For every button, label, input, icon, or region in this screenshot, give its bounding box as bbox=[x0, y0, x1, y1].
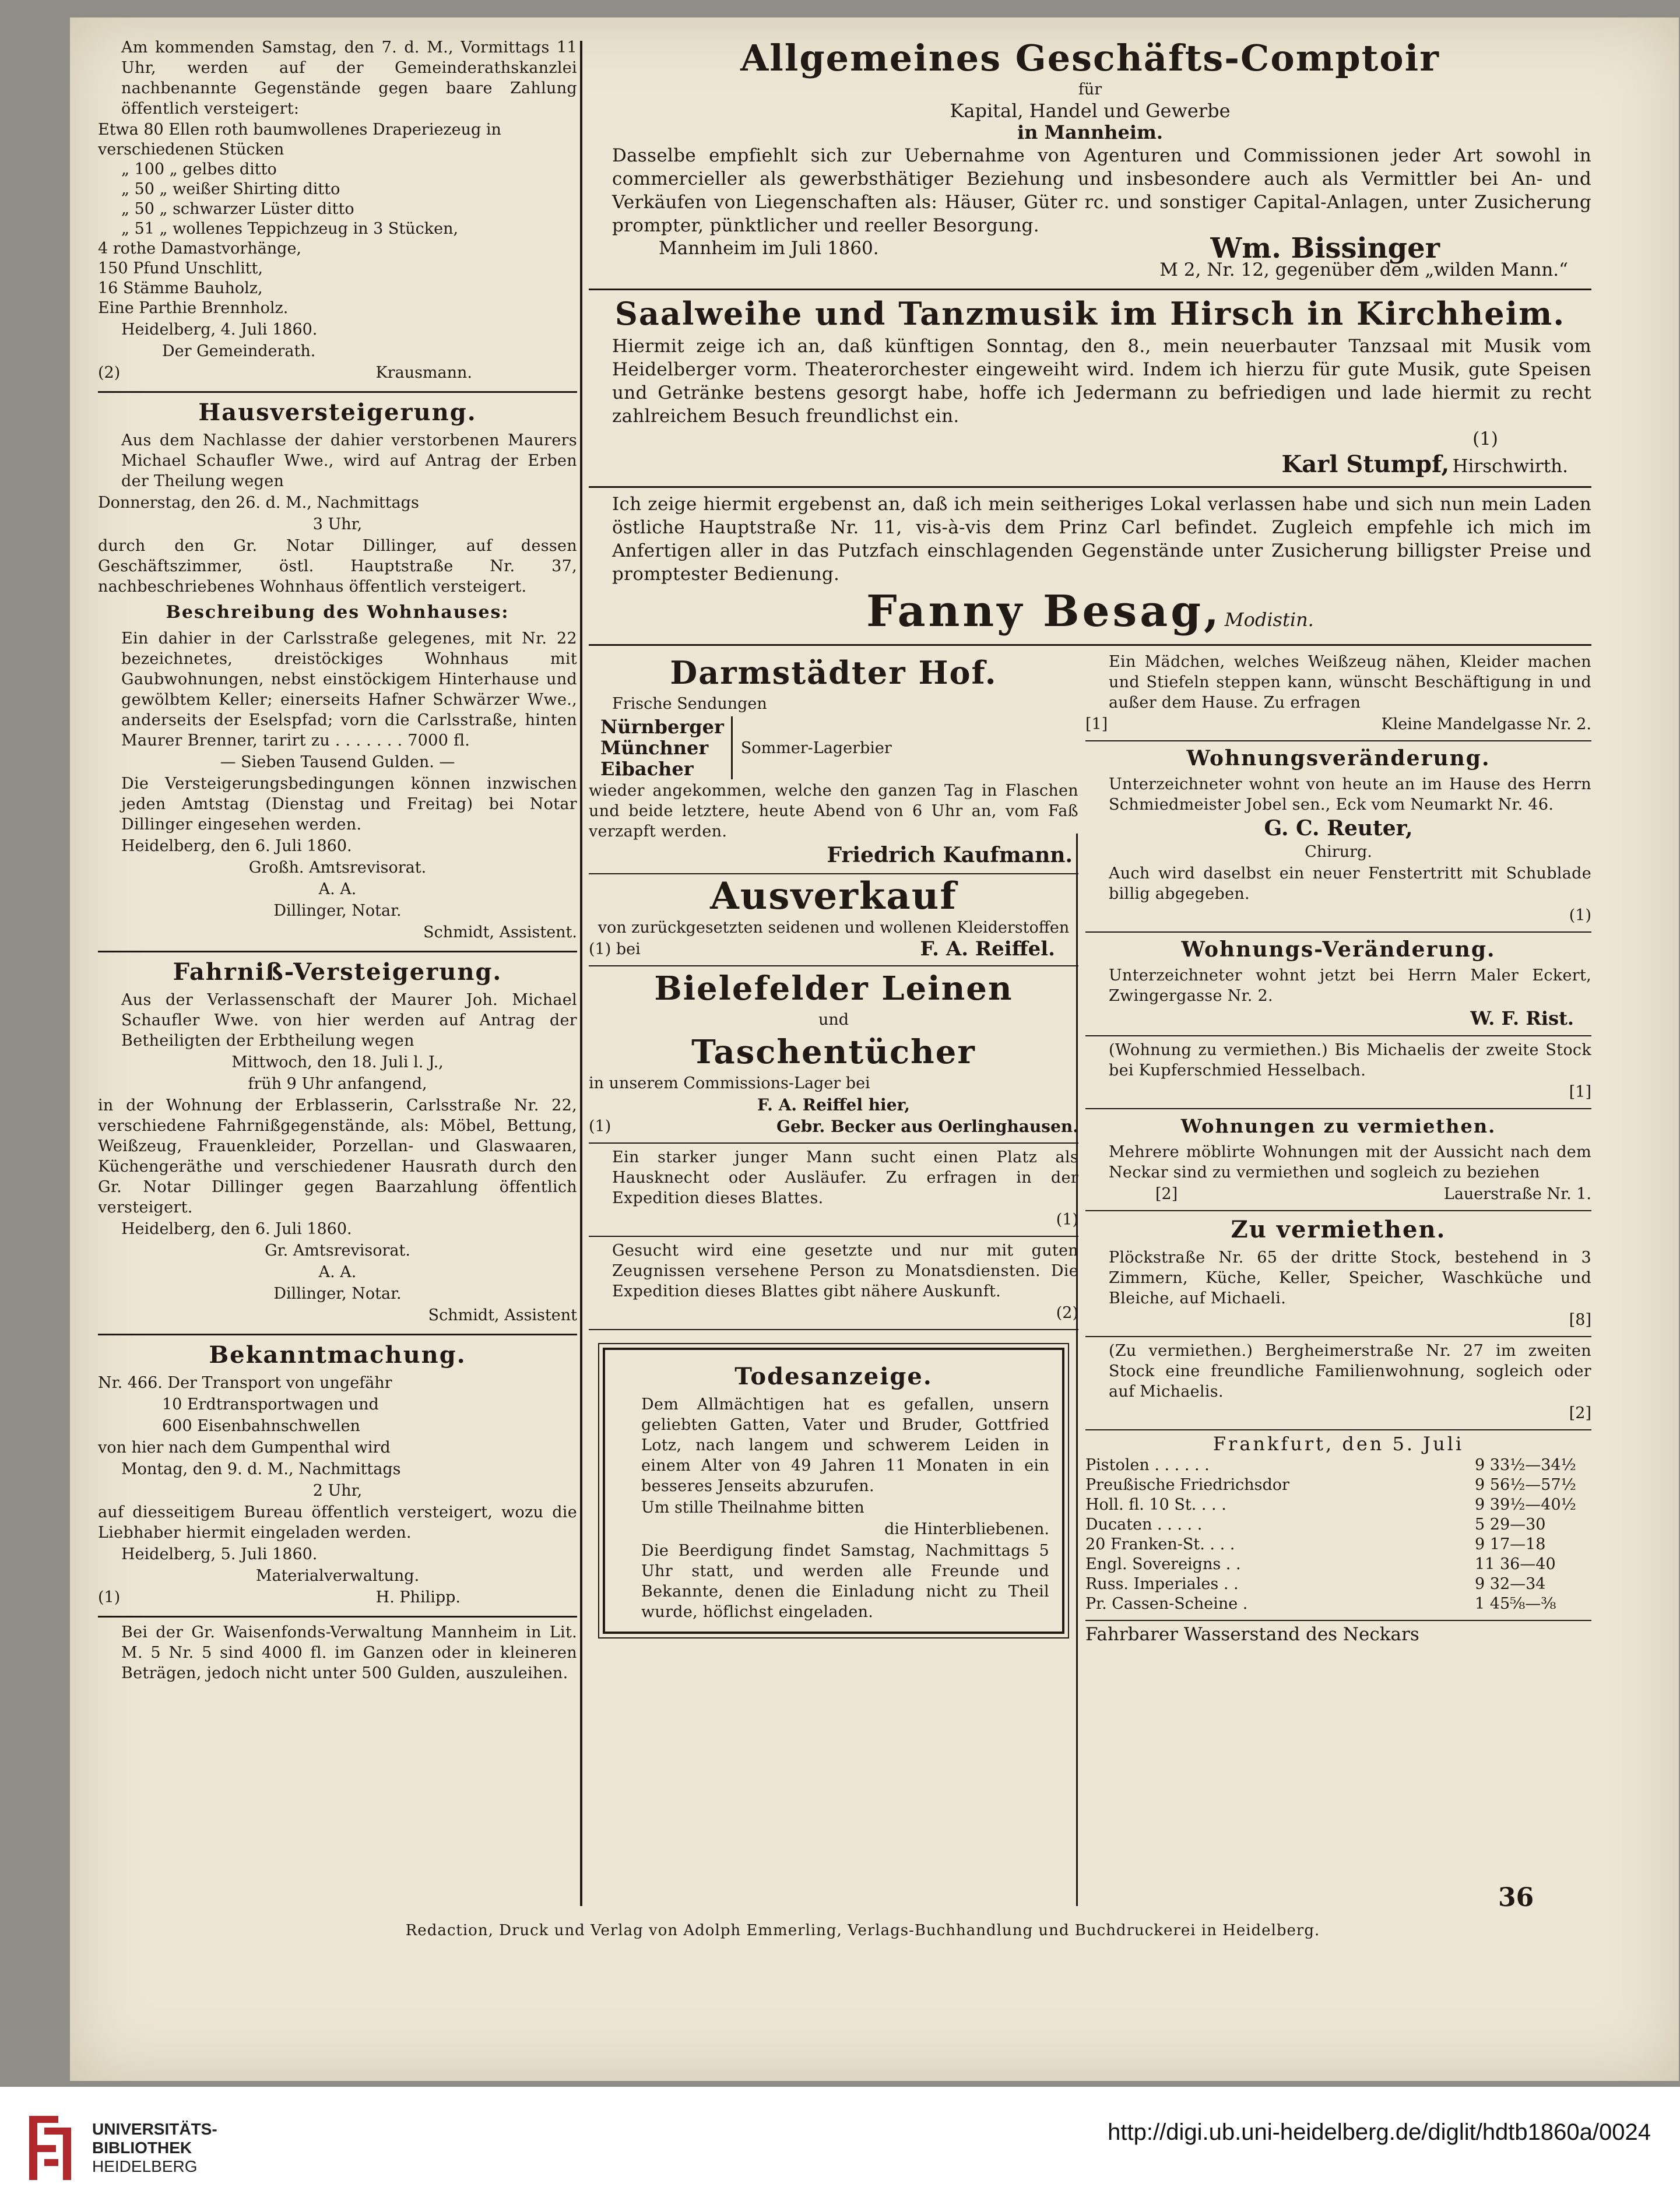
exchange-value: 9 39½—40½ bbox=[1475, 1496, 1576, 1514]
comptoir-sub: Kapital, Handel und Gewerbe bbox=[950, 100, 1231, 122]
girl-ad bbox=[1085, 652, 1591, 734]
linen-title-2: Taschentücher bbox=[691, 1033, 976, 1071]
hirsch-body: Hiermit zeige ich an, daß künftigen Sonntag, den 8., mein neuerbauter Tanzsaal mit Musik vom Heidelberger vorm. Theaterorchester eingeweiht wird. Indem ich hierzu für gute Musik, gute Speisen und Getränke bestens gesorgt habe, hoffe ich Jedermann zu befriedigen und lade hiermit zu recht zahlreichem Besuch freundlichst ein. bbox=[612, 336, 1591, 427]
water-level-label: Fahrbarer Wasserstand des Neckars bbox=[1085, 1624, 1419, 1645]
darmstadt-body: wieder angekommen, welche den ganzen Tag in Flaschen und beide letztere, heute Abend von 6 Uhr an, vom Faß verzapft werden. bbox=[589, 782, 1078, 841]
move-ad-2 bbox=[1085, 936, 1591, 1029]
hirsch-signer: Karl Stumpf, bbox=[1281, 451, 1450, 478]
notice-date: Heidelberg, 5. Juli 1860. bbox=[121, 1545, 318, 1563]
movables-body: in der Wohnung der Erblasserin, Carlsstraße Nr. 22, verschiedene Fahrnißgegenstände, als: Möbel, Bettung, Weißzeug, Frauenkleider, Porzellan- und Glaswaaren, Küchengeräthe und verschiedener Hausrath durch den Gr. Notar Dillinger gegen Baarzahlung öffentlich versteigert. bbox=[98, 1096, 577, 1216]
logo-line: HEIDELBERG bbox=[92, 2157, 198, 2175]
beer-name: Eibacher bbox=[600, 758, 694, 780]
rent-text-4: (Zu vermiethen.) Bergheimerstraße Nr. 27 im zweiten Stock eine freundliche Familienwohnung, sogleich oder auf Michaelis. bbox=[1109, 1342, 1591, 1401]
move-mark-1: (1) bbox=[1569, 906, 1591, 924]
auction-notice bbox=[98, 37, 577, 383]
move-role-1: Chirurg. bbox=[1305, 843, 1372, 861]
rent-mark-2: [2] bbox=[1155, 1185, 1178, 1203]
orphan-fund-notice: Bei der Gr. Waisenfonds-Verwaltung Mannheim in Lit. M. 5 Nr. 5 sind 4000 fl. im Ganzen oder in kleineren Beträgen, jedoch nicht unter 500 Gulden, auszuleihen. bbox=[121, 1623, 577, 1682]
exchange-table bbox=[1085, 1455, 1591, 1614]
house-auction-intro: Aus dem Nachlasse der dahier verstorbenen Maurers Michael Schaufler Wwe., wird auf Antrag der Erben der Theilung wegen bbox=[121, 431, 577, 490]
darmstadt-signer: Friedrich Kaufmann. bbox=[827, 843, 1073, 867]
ausverkauf-body: von zurückgesetzten seidenen und wollenen Kleiderstoffen bbox=[598, 919, 1070, 937]
right-column bbox=[1085, 651, 1591, 1646]
house-description-title: Beschreibung des Wohnhauses: bbox=[166, 602, 509, 623]
rent-address-2: Lauerstraße Nr. 1. bbox=[1443, 1185, 1591, 1203]
notice-line: 600 Eisenbahnschwellen bbox=[162, 1417, 360, 1435]
move-title-2: Wohnungs-Veränderung. bbox=[1181, 937, 1496, 962]
comptoir-address: M 2, Nr. 12, gegenüber dem „wilden Mann.“ bbox=[1159, 259, 1568, 280]
comptoir-sub: in Mannheim. bbox=[1017, 121, 1164, 143]
right-area bbox=[589, 36, 1591, 1919]
comptoir-signer: Wm. Bissinger bbox=[1210, 232, 1440, 265]
divider bbox=[1085, 1620, 1591, 1621]
besag-ad bbox=[589, 493, 1591, 636]
auction-item: Etwa 80 Ellen roth baumwollenes Draperiezeug in verschiedenen Stücken bbox=[98, 121, 501, 159]
death-ask: Um stille Theilnahme bitten bbox=[641, 1499, 864, 1517]
notice-line: 10 Erdtransportwagen und bbox=[162, 1395, 379, 1414]
exchange-row bbox=[1085, 1495, 1591, 1515]
notice-office: Materialverwaltung. bbox=[255, 1567, 420, 1585]
library-footer bbox=[0, 2087, 1680, 2208]
logo-line: BIBLIOTHEK bbox=[92, 2139, 192, 2157]
movables-notary: Dillinger, Notar. bbox=[273, 1285, 402, 1303]
imprint: Redaction, Druck und Verlag von Adolph Emmerling, Verlags-Buchhandlung und Buchdruckerei in Heidelberg. bbox=[405, 1922, 1320, 1939]
exchange-currency: Pr. Cassen-Scheine . bbox=[1085, 1595, 1248, 1613]
rent-mark-4: [2] bbox=[1569, 1404, 1591, 1422]
auction-mark: (2) bbox=[98, 364, 121, 382]
logo-line: UNIVERSITÄTS- bbox=[92, 2120, 217, 2138]
divider bbox=[98, 1616, 577, 1618]
hirsch-mark: (1) bbox=[1472, 428, 1498, 449]
girl-mark: [1] bbox=[1085, 715, 1108, 733]
divider bbox=[589, 644, 1591, 646]
young-man-ad bbox=[589, 1147, 1078, 1230]
auction-signer: Der Gemeinderath. bbox=[162, 342, 316, 360]
notice-time: 2 Uhr, bbox=[312, 1482, 363, 1500]
girl-text: Ein Mädchen, welches Weißzeug nähen, Kleider machen und Stiefeln steppen kann, wünscht Beschäftigung in und außer dem Hause. Zu erfragen bbox=[1109, 653, 1591, 712]
move-body-2: Unterzeichneter wohnt jetzt bei Herrn Maler Eckert, Zwingergasse Nr. 2. bbox=[1109, 966, 1591, 1005]
death-notice bbox=[603, 1348, 1064, 1634]
exchange-row bbox=[1085, 1535, 1591, 1555]
house-auction-when: Donnerstag, den 26. d. M., Nachmittags bbox=[98, 494, 419, 512]
sought-mark: (2) bbox=[1056, 1304, 1078, 1322]
exchange-currency: Holl. fl. 10 St. . . . bbox=[1085, 1496, 1226, 1514]
public-notice bbox=[98, 1340, 577, 1608]
linen-body: in unserem Commissions-Lager bei bbox=[589, 1074, 870, 1092]
ausverkauf-title: Ausverkauf bbox=[710, 874, 957, 918]
darmstadt-intro: Frische Sendungen bbox=[612, 695, 767, 713]
house-notary: Dillinger, Notar. bbox=[273, 902, 402, 920]
darmstadt-ad bbox=[589, 654, 1078, 867]
young-man-mark: (1) bbox=[1056, 1211, 1078, 1229]
movables-aa: A. A. bbox=[318, 1263, 357, 1281]
house-value-words: — Sieben Tausend Gulden. — bbox=[220, 753, 455, 771]
divider bbox=[1085, 931, 1591, 933]
notice-line: Nr. 466. Der Transport von ungefähr bbox=[98, 1374, 392, 1392]
auction-date: Heidelberg, 4. Juli 1860. bbox=[121, 321, 318, 339]
exchange-title: Frankfurt, den 5. Juli bbox=[1212, 1433, 1464, 1455]
move-title-1: Wohnungsveränderung. bbox=[1186, 746, 1491, 771]
house-description: Ein dahier in der Carlsstraße gelegenes, mit Nr. 22 bezeichnetes, dreistöckiges Wohnhaus mit Gaubwohnungen, nebst einstöckigem Hinterhause und gewölbtem Keller; einerseits Hafner Schwärzer Wwe., anderseits der Eselspfad; vorn die Carlsstraße, hinten Maurer Brenner, tarirt zu . . . . . . . 7000 fl. bbox=[121, 630, 577, 750]
exchange-value: 9 33½—34½ bbox=[1475, 1456, 1576, 1474]
move-body-1: Unterzeichneter wohnt von heute an im Hause des Herrn Schmiedmeister Jobel sen., Eck vom Neumarkt Nr. 46. bbox=[1109, 775, 1591, 814]
exchange-value: 9 17—18 bbox=[1475, 1535, 1546, 1553]
auction-intro: Am kommenden Samstag, den 7. d. M., Vormittags 11 Uhr, werden auf der Gemeinderathskanzlei nachbenannte Gegenstände gegen baare Zahlung öffentlich versteigert: bbox=[121, 38, 577, 118]
exchange-value: 11 36—40 bbox=[1475, 1555, 1556, 1573]
house-conditions: Die Versteigerungsbedingungen können inzwischen jeden Amtstag (Dienstag und Freitag) bei Notar Dillinger eingesehen werden. bbox=[121, 775, 577, 834]
girl-address: Kleine Mandelgasse Nr. 2. bbox=[1381, 715, 1591, 733]
comptoir-place: Mannheim im Juli 1860. bbox=[659, 238, 879, 259]
divider bbox=[1085, 1210, 1591, 1211]
divider bbox=[589, 1236, 1078, 1237]
beer-name: Münchner bbox=[600, 737, 709, 759]
divider bbox=[589, 486, 1591, 488]
rent-body-2: Mehrere möblirte Wohnungen mit der Aussicht nach dem Neckar sind zu vermiethen und sogleich zu beziehen bbox=[1109, 1143, 1591, 1182]
exchange-value: 9 32—34 bbox=[1475, 1575, 1546, 1593]
exchange-value: 9 56½—57½ bbox=[1475, 1476, 1576, 1494]
auction-signer-name: Krausmann. bbox=[375, 364, 472, 382]
permalink-url[interactable]: http://digi.ub.uni-heidelberg.de/diglit/hdtb1860a/0024 bbox=[1108, 2119, 1651, 2145]
movables-when: Mittwoch, den 18. Juli l. J., bbox=[231, 1053, 444, 1071]
move-signer-1: G. C. Reuter, bbox=[1264, 816, 1413, 841]
exchange-row bbox=[1085, 1455, 1591, 1475]
divider bbox=[589, 965, 1078, 966]
beer-name: Nürnberger bbox=[600, 716, 724, 738]
linen-line: F. A. Reiffel hier, bbox=[757, 1095, 910, 1114]
divider bbox=[589, 1329, 1078, 1330]
divider bbox=[1085, 1108, 1591, 1109]
sought-text: Gesucht wird eine gesetzte und nur mit guten Zeugnissen versehene Person zu Monatsdiensten. Die Expedition dieses Blattes gibt nähere Auskunft. bbox=[612, 1242, 1078, 1300]
rent-ad-2 bbox=[1085, 1113, 1591, 1204]
divider bbox=[98, 951, 577, 952]
house-aa: A. A. bbox=[318, 880, 357, 898]
ausverkauf-ad bbox=[589, 874, 1078, 961]
exchange-row bbox=[1085, 1574, 1591, 1594]
exchange-row bbox=[1085, 1515, 1591, 1535]
divider bbox=[98, 391, 577, 393]
linen-line: Gebr. Becker aus Oerlinghausen. bbox=[776, 1117, 1078, 1136]
divider bbox=[1085, 1336, 1591, 1337]
house-auction-time: 3 Uhr, bbox=[312, 515, 363, 533]
exchange-value: 1 45⅝—⅜ bbox=[1475, 1595, 1556, 1613]
rent-mark-1: [1] bbox=[1569, 1083, 1591, 1101]
linen-ad bbox=[589, 970, 1078, 1137]
movables-time: früh 9 Uhr anfangend, bbox=[248, 1075, 427, 1093]
movables-auction bbox=[98, 957, 577, 1325]
divider bbox=[589, 289, 1591, 290]
beer-label: Sommer-Lagerbier bbox=[740, 739, 892, 757]
library-logo[interactable] bbox=[17, 2110, 217, 2186]
besag-signer: Fanny Besag, bbox=[866, 586, 1222, 637]
exchange-value: 5 29—30 bbox=[1475, 1516, 1546, 1534]
divider bbox=[589, 1142, 1078, 1144]
auction-item: 16 Stämme Bauholz, bbox=[98, 279, 263, 297]
linen-title: Bielefelder Leinen bbox=[654, 969, 1013, 1008]
notice-title: Bekanntmachung. bbox=[209, 1341, 466, 1369]
movables-assistant: Schmidt, Assistent bbox=[428, 1306, 577, 1324]
notice-when: Montag, den 9. d. M., Nachmittags bbox=[121, 1460, 401, 1478]
ausverkauf-signer: F. A. Reiffel. bbox=[920, 937, 1055, 961]
move-extra-1: Auch wird daselbst ein neuer Fenstertritt mit Schublade billig abgegeben. bbox=[1109, 864, 1591, 903]
notice-signer: H. Philipp. bbox=[375, 1588, 461, 1606]
page-number: 36 bbox=[1498, 1883, 1534, 1912]
house-date: Heidelberg, den 6. Juli 1860. bbox=[121, 837, 352, 855]
rent-title-2: Wohnungen zu vermiethen. bbox=[1180, 1115, 1496, 1137]
middle-column bbox=[589, 651, 1078, 1651]
rent-ad-1 bbox=[1085, 1040, 1591, 1102]
besag-body: Ich zeige hiermit ergebenst an, daß ich mein seitheriges Lokal verlassen habe und sich nun mein Laden östliche Hauptstraße Nr. 11, vis-à-vis dem Prinz Carl befindet. Zugleich empfehle ich mich im Anfertigen aller in das Putzfach einschlagenden Gegenstände unter Zusicherung billigster Preise und promptester Bedienung. bbox=[612, 494, 1591, 585]
movables-date: Heidelberg, den 6. Juli 1860. bbox=[121, 1220, 352, 1238]
notice-mark: (1) bbox=[98, 1588, 121, 1606]
rent-ad-3 bbox=[1085, 1215, 1591, 1330]
movables-intro: Aus der Verlassenschaft der Maurer Joh. Michael Schaufler Wwe. von hier werden auf Antrag der Betheiligten der Erbtheilung wegen bbox=[121, 991, 577, 1050]
linen-mark: (1) bbox=[589, 1117, 611, 1135]
hirsch-title: Saalweihe und Tanzmusik im Hirsch in Kirchheim. bbox=[614, 295, 1566, 332]
hirsch-role: Hirschwirth. bbox=[1452, 456, 1568, 477]
sought-ad bbox=[589, 1240, 1078, 1323]
house-auction bbox=[98, 398, 577, 943]
divider bbox=[1085, 1035, 1591, 1036]
library-crest-icon bbox=[17, 2110, 82, 2186]
column-rule-left bbox=[580, 41, 582, 1906]
exchange-currency: Engl. Sovereigns . . bbox=[1085, 1555, 1241, 1573]
besag-role: Modistin. bbox=[1224, 609, 1314, 631]
comptoir-ad bbox=[589, 37, 1591, 280]
death-body: Dem Allmächtigen hat es gefallen, unsern geliebten Gatten, Vater und Bruder, Gottfried Lotz, nach langem und schwerem Leiden in einem Alter von 49 Jahren 11 Monaten in ein besseres Jenseits abzurufen. bbox=[641, 1395, 1049, 1495]
comptoir-title: Allgemeines Geschäfts-Comptoir bbox=[740, 37, 1440, 79]
exchange-currency: Russ. Imperiales . . bbox=[1085, 1575, 1239, 1593]
exchange-row bbox=[1085, 1555, 1591, 1574]
divider bbox=[98, 1334, 577, 1335]
rent-body-3: Plöckstraße Nr. 65 der dritte Stock, bestehend in 3 Zimmern, Küche, Keller, Speicher, Waschküche und Bleiche, auf Michaeli. bbox=[1109, 1249, 1591, 1307]
death-ask-2: die Hinterbliebenen. bbox=[884, 1520, 1049, 1538]
left-column bbox=[98, 36, 577, 1919]
auction-item: Eine Parthie Brennholz. bbox=[98, 299, 289, 317]
rent-text-1: (Wohnung zu vermiethen.) Bis Michaelis der zweite Stock bei Kupferschmied Hesselbach. bbox=[1109, 1041, 1591, 1080]
divider bbox=[1085, 740, 1591, 741]
comptoir-body: Dasselbe empfiehlt sich zur Uebernahme von Agenturen und Commissionen jeder Art sowohl in commercieller als gewerbsthätiger Beziehung und insbesondere auch als Vermittler bei An- und Verkäufen von Liegenschaften als: Häuser, Güter rc. und sonstiger Capital-Anlagen, unter Zusicherung prompter, pünktlicher und reeller Besorgung. bbox=[612, 145, 1591, 236]
rent-ad-4 bbox=[1085, 1341, 1591, 1423]
auction-item: „ 51 „ wollenes Teppichzeug in 3 Stücken, bbox=[121, 220, 459, 238]
hirsch-ad bbox=[589, 295, 1591, 478]
move-ad-1 bbox=[1085, 745, 1591, 926]
house-assistant: Schmidt, Assistent. bbox=[423, 923, 577, 941]
movables-title: Fahrniß-Versteigerung. bbox=[173, 958, 502, 986]
exchange-currency: 20 Franken-St. . . . bbox=[1085, 1535, 1235, 1553]
divider bbox=[1085, 1429, 1591, 1430]
auction-item: „ 50 „ schwarzer Lüster ditto bbox=[121, 200, 354, 218]
death-funeral: Die Beerdigung findet Samstag, Nachmittags 5 Uhr statt, und werden alle Freunde und Bekannte, denen die Einladung nicht zu Theil wurde, höflichst eingeladen. bbox=[641, 1542, 1049, 1621]
house-auction-title: Hausversteigerung. bbox=[198, 399, 477, 426]
house-auction-body: durch den Gr. Notar Dillinger, auf dessen Geschäftszimmer, östl. Hauptstraße Nr. 37, nachbeschriebenes Wohnhaus öffentlich versteigert. bbox=[98, 537, 577, 596]
auction-item: „ 50 „ weißer Shirting ditto bbox=[121, 180, 340, 198]
notice-body: auf diesseitigem Bureau öffentlich versteigert, wozu die Liebhaber hiermit eingeladen werden. bbox=[98, 1503, 577, 1542]
auction-item: „ 100 „ gelbes ditto bbox=[121, 160, 277, 178]
young-man-text: Ein starker junger Mann sucht einen Platz als Hausknecht oder Ausläufer. Zu erfragen in der Expedition dieses Blattes. bbox=[612, 1148, 1078, 1207]
house-office: Großh. Amtsrevisorat. bbox=[248, 859, 427, 877]
exchange-currency: Preußische Friedrichsdor bbox=[1085, 1476, 1289, 1494]
exchange-row bbox=[1085, 1475, 1591, 1495]
exchange-currency: Pistolen . . . . . . bbox=[1085, 1456, 1210, 1474]
exchange-rates bbox=[1085, 1434, 1591, 1645]
rent-title-3: Zu vermiethen. bbox=[1231, 1216, 1446, 1243]
ausverkauf-mark: (1) bei bbox=[589, 940, 641, 958]
exchange-currency: Ducaten . . . . . bbox=[1085, 1516, 1203, 1534]
auction-item: 150 Pfund Unschlitt, bbox=[98, 259, 263, 277]
linen-and: und bbox=[818, 1011, 849, 1029]
rent-mark-3: [8] bbox=[1569, 1311, 1591, 1329]
move-signer-2: W. F. Rist. bbox=[1470, 1007, 1574, 1029]
notice-line: von hier nach dem Gumpenthal wird bbox=[98, 1439, 391, 1457]
auction-items bbox=[98, 120, 577, 318]
darmstadt-title: Darmstädter Hof. bbox=[670, 654, 997, 691]
comptoir-sub: für bbox=[1078, 80, 1102, 99]
movables-office: Gr. Amtsrevisorat. bbox=[265, 1242, 410, 1260]
auction-item: 4 rothe Damastvorhänge, bbox=[98, 240, 302, 258]
exchange-row bbox=[1085, 1594, 1591, 1614]
death-title: Todesanzeige. bbox=[734, 1363, 933, 1390]
